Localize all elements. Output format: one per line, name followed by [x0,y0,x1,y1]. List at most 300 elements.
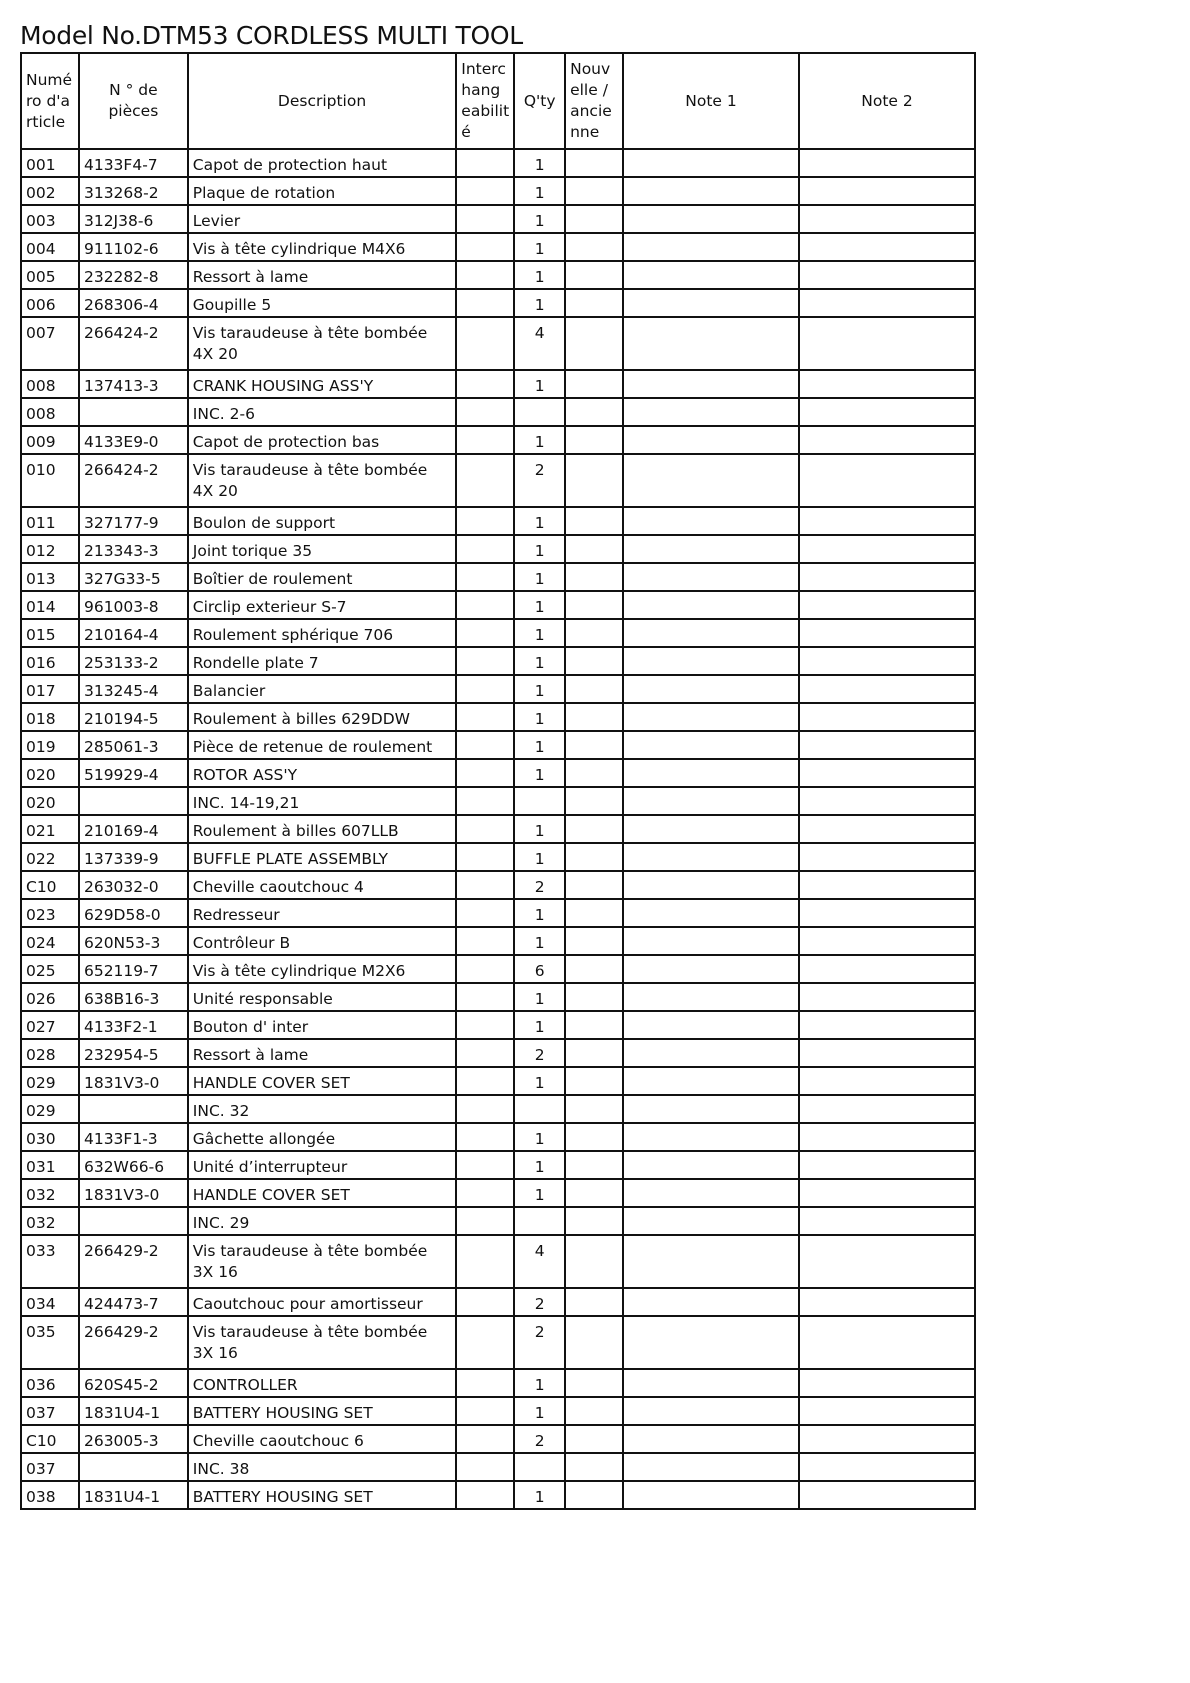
cell-note-2 [799,1369,975,1397]
cell-description: Capot de protection bas [188,426,457,454]
cell-part-number: 266424-2 [79,454,188,507]
cell-new-old [565,1425,623,1453]
cell-description: INC. 14-19,21 [188,787,457,815]
cell-new-old [565,647,623,675]
table-row [21,535,975,563]
cell-note-1 [623,619,799,647]
cell-part-number: 268306-4 [79,289,188,317]
cell-interchangeability [456,591,514,619]
cell-new-old [565,289,623,317]
cell-note-2 [799,927,975,955]
cell-quantity: 1 [514,703,565,731]
cell-note-1 [623,1481,799,1509]
cell-part-number: 210194-5 [79,703,188,731]
cell-note-2 [799,563,975,591]
cell-interchangeability [456,261,514,289]
cell-part-number: 4133F4-7 [79,149,188,177]
cell-interchangeability [456,205,514,233]
cell-note-2 [799,899,975,927]
table-row [21,1397,975,1425]
cell-new-old [565,1067,623,1095]
cell-quantity: 1 [514,1179,565,1207]
cell-new-old [565,1207,623,1235]
page-title: Model No.DTM53 CORDLESS MULTI TOOL [20,21,523,50]
header-quantity: Q'ty [514,53,565,149]
table-row [21,398,975,426]
cell-quantity: 2 [514,1288,565,1316]
cell-item-number: 038 [21,1481,79,1509]
cell-interchangeability [456,563,514,591]
cell-quantity [514,398,565,426]
cell-item-number: 037 [21,1397,79,1425]
cell-new-old [565,843,623,871]
cell-note-1 [623,1039,799,1067]
cell-note-2 [799,619,975,647]
cell-quantity: 1 [514,675,565,703]
cell-new-old [565,1011,623,1039]
cell-note-1 [623,507,799,535]
parts-table-body [21,149,975,1509]
cell-part-number [79,1453,188,1481]
cell-quantity [514,1095,565,1123]
cell-note-1 [623,149,799,177]
cell-interchangeability [456,1397,514,1425]
cell-item-number: 036 [21,1369,79,1397]
table-row [21,370,975,398]
cell-quantity: 1 [514,1151,565,1179]
cell-item-number: 001 [21,149,79,177]
cell-interchangeability [456,1151,514,1179]
cell-description: Ressort à lame [188,261,457,289]
cell-note-1 [623,1123,799,1151]
cell-description: ROTOR ASS'Y [188,759,457,787]
table-row [21,149,975,177]
cell-interchangeability [456,843,514,871]
cell-quantity: 1 [514,205,565,233]
cell-description: Caoutchouc pour amortisseur [188,1288,457,1316]
cell-note-2 [799,1039,975,1067]
cell-note-2 [799,703,975,731]
cell-note-1 [623,261,799,289]
table-row [21,507,975,535]
cell-description: Cheville caoutchouc 4 [188,871,457,899]
cell-interchangeability [456,871,514,899]
cell-part-number [79,398,188,426]
cell-new-old [565,177,623,205]
cell-item-number: 006 [21,289,79,317]
cell-item-number: 037 [21,1453,79,1481]
cell-description: Goupille 5 [188,289,457,317]
header-interchangeability: Interc hang eabilit é [456,53,514,149]
cell-part-number: 327177-9 [79,507,188,535]
cell-description: INC. 29 [188,1207,457,1235]
cell-item-number: 024 [21,927,79,955]
cell-note-2 [799,454,975,507]
table-row [21,1369,975,1397]
cell-item-number: 002 [21,177,79,205]
cell-new-old [565,871,623,899]
cell-part-number: 632W66-6 [79,1151,188,1179]
cell-interchangeability [456,927,514,955]
cell-quantity: 1 [514,619,565,647]
cell-description: INC. 38 [188,1453,457,1481]
cell-item-number: 032 [21,1207,79,1235]
cell-note-1 [623,927,799,955]
cell-quantity: 2 [514,454,565,507]
cell-description: CRANK HOUSING ASS'Y [188,370,457,398]
cell-part-number: 1831U4-1 [79,1481,188,1509]
table-row [21,426,975,454]
cell-description: Roulement à billes 607LLB [188,815,457,843]
cell-quantity: 2 [514,1039,565,1067]
cell-interchangeability [456,1235,514,1288]
cell-interchangeability [456,787,514,815]
cell-note-1 [623,1397,799,1425]
table-row [21,1288,975,1316]
cell-quantity: 1 [514,1481,565,1509]
cell-part-number: 232954-5 [79,1039,188,1067]
cell-item-number: 032 [21,1179,79,1207]
cell-interchangeability [456,703,514,731]
table-row [21,927,975,955]
table-row [21,899,975,927]
cell-interchangeability [456,759,514,787]
cell-item-number: 021 [21,815,79,843]
cell-part-number: 313245-4 [79,675,188,703]
cell-item-number: 020 [21,759,79,787]
cell-interchangeability [456,1011,514,1039]
cell-interchangeability [456,370,514,398]
cell-description: Vis taraudeuse à tête bombée 3X 16 [188,1316,457,1369]
cell-note-1 [623,731,799,759]
cell-quantity: 1 [514,1123,565,1151]
cell-note-2 [799,1481,975,1509]
cell-note-2 [799,317,975,370]
cell-part-number: 312J38-6 [79,205,188,233]
cell-interchangeability [456,233,514,261]
cell-item-number: 033 [21,1235,79,1288]
cell-description: Balancier [188,675,457,703]
cell-description: Boîtier de roulement [188,563,457,591]
cell-new-old [565,619,623,647]
cell-item-number: 013 [21,563,79,591]
cell-item-number: 029 [21,1095,79,1123]
cell-part-number: 1831U4-1 [79,1397,188,1425]
cell-new-old [565,731,623,759]
cell-item-number: 027 [21,1011,79,1039]
cell-note-1 [623,1067,799,1095]
cell-part-number: 629D58-0 [79,899,188,927]
cell-quantity: 1 [514,1369,565,1397]
cell-part-number: 137413-3 [79,370,188,398]
table-row [21,787,975,815]
cell-new-old [565,983,623,1011]
table-row [21,1039,975,1067]
cell-interchangeability [456,177,514,205]
cell-new-old [565,149,623,177]
cell-new-old [565,899,623,927]
cell-note-1 [623,1288,799,1316]
cell-description: Vis taraudeuse à tête bombée 4X 20 [188,317,457,370]
cell-note-1 [623,899,799,927]
cell-part-number: 4133E9-0 [79,426,188,454]
cell-part-number: 210169-4 [79,815,188,843]
cell-part-number: 232282-8 [79,261,188,289]
cell-quantity: 2 [514,871,565,899]
table-row [21,261,975,289]
cell-quantity: 1 [514,177,565,205]
cell-quantity: 1 [514,233,565,261]
cell-new-old [565,759,623,787]
cell-interchangeability [456,1316,514,1369]
table-row [21,1011,975,1039]
cell-description: Levier [188,205,457,233]
cell-new-old [565,591,623,619]
table-row [21,647,975,675]
cell-item-number: 018 [21,703,79,731]
cell-part-number [79,787,188,815]
cell-new-old [565,675,623,703]
cell-quantity [514,1207,565,1235]
cell-note-2 [799,1067,975,1095]
cell-item-number: 025 [21,955,79,983]
cell-item-number: 015 [21,619,79,647]
table-row [21,703,975,731]
cell-note-2 [799,1011,975,1039]
cell-quantity [514,1453,565,1481]
cell-note-2 [799,1288,975,1316]
table-row [21,289,975,317]
cell-description: Gâchette allongée [188,1123,457,1151]
cell-quantity: 1 [514,426,565,454]
cell-new-old [565,703,623,731]
cell-item-number: 008 [21,370,79,398]
cell-quantity: 1 [514,535,565,563]
cell-part-number: 1831V3-0 [79,1179,188,1207]
cell-description: Cheville caoutchouc 6 [188,1425,457,1453]
cell-new-old [565,507,623,535]
cell-quantity: 1 [514,507,565,535]
cell-description: Pièce de retenue de roulement [188,731,457,759]
table-row [21,619,975,647]
cell-description: Contrôleur B [188,927,457,955]
cell-note-2 [799,591,975,619]
cell-description: Roulement sphérique 706 [188,619,457,647]
cell-interchangeability [456,289,514,317]
cell-quantity: 4 [514,1235,565,1288]
cell-quantity: 1 [514,370,565,398]
cell-note-2 [799,1123,975,1151]
cell-note-2 [799,871,975,899]
cell-quantity: 1 [514,927,565,955]
cell-note-2 [799,815,975,843]
cell-new-old [565,1481,623,1509]
cell-part-number: 911102-6 [79,233,188,261]
cell-note-1 [623,955,799,983]
cell-note-1 [623,1207,799,1235]
cell-part-number: 4133F2-1 [79,1011,188,1039]
cell-interchangeability [456,899,514,927]
cell-item-number: 016 [21,647,79,675]
cell-interchangeability [456,1453,514,1481]
cell-part-number: 652119-7 [79,955,188,983]
cell-item-number: 026 [21,983,79,1011]
cell-interchangeability [456,619,514,647]
cell-part-number: 620S45-2 [79,1369,188,1397]
cell-note-2 [799,1397,975,1425]
cell-interchangeability [456,398,514,426]
cell-part-number: 213343-3 [79,535,188,563]
cell-description: Vis à tête cylindrique M4X6 [188,233,457,261]
cell-interchangeability [456,317,514,370]
cell-interchangeability [456,731,514,759]
cell-interchangeability [456,675,514,703]
cell-description: INC. 32 [188,1095,457,1123]
cell-item-number: C10 [21,1425,79,1453]
cell-interchangeability [456,535,514,563]
cell-note-1 [623,815,799,843]
table-row [21,759,975,787]
table-row [21,871,975,899]
cell-note-2 [799,149,975,177]
cell-note-1 [623,454,799,507]
cell-description: Ressort à lame [188,1039,457,1067]
cell-new-old [565,1039,623,1067]
cell-quantity: 1 [514,1011,565,1039]
cell-item-number: 035 [21,1316,79,1369]
cell-note-2 [799,261,975,289]
cell-item-number: 029 [21,1067,79,1095]
cell-part-number: 638B16-3 [79,983,188,1011]
cell-note-2 [799,731,975,759]
cell-new-old [565,787,623,815]
cell-new-old [565,1369,623,1397]
table-row [21,1067,975,1095]
cell-description: Bouton d' inter [188,1011,457,1039]
cell-quantity: 1 [514,261,565,289]
table-row [21,731,975,759]
cell-quantity: 2 [514,1316,565,1369]
header-note-1: Note 1 [623,53,799,149]
table-row [21,454,975,507]
table-row [21,1151,975,1179]
cell-part-number: 1831V3-0 [79,1067,188,1095]
cell-note-1 [623,205,799,233]
cell-interchangeability [456,1369,514,1397]
cell-interchangeability [456,507,514,535]
table-row [21,983,975,1011]
table-row [21,675,975,703]
cell-note-2 [799,983,975,1011]
cell-quantity: 1 [514,759,565,787]
cell-item-number: C10 [21,871,79,899]
cell-note-1 [623,1179,799,1207]
cell-interchangeability [456,983,514,1011]
cell-description: Capot de protection haut [188,149,457,177]
table-row [21,955,975,983]
cell-note-2 [799,233,975,261]
cell-description: Unité d’interrupteur [188,1151,457,1179]
cell-part-number: 285061-3 [79,731,188,759]
cell-description: Joint torique 35 [188,535,457,563]
cell-new-old [565,1123,623,1151]
cell-note-1 [623,1095,799,1123]
cell-interchangeability [456,815,514,843]
table-row [21,1235,975,1288]
cell-new-old [565,1288,623,1316]
cell-interchangeability [456,1123,514,1151]
cell-new-old [565,927,623,955]
cell-note-1 [623,843,799,871]
header-item-number: Numé ro d'a rticle [21,53,79,149]
table-row [21,1481,975,1509]
cell-description: Vis à tête cylindrique M2X6 [188,955,457,983]
cell-quantity: 1 [514,1067,565,1095]
cell-note-2 [799,1151,975,1179]
cell-new-old [565,1179,623,1207]
cell-interchangeability [456,426,514,454]
cell-interchangeability [456,149,514,177]
cell-note-1 [623,759,799,787]
cell-note-2 [799,535,975,563]
header-note-2: Note 2 [799,53,975,149]
cell-item-number: 023 [21,899,79,927]
cell-note-1 [623,1151,799,1179]
cell-item-number: 031 [21,1151,79,1179]
cell-new-old [565,1316,623,1369]
cell-note-1 [623,647,799,675]
cell-description: Redresseur [188,899,457,927]
cell-description: HANDLE COVER SET [188,1179,457,1207]
cell-quantity: 1 [514,983,565,1011]
header-row [21,53,975,149]
cell-quantity: 4 [514,317,565,370]
cell-item-number: 014 [21,591,79,619]
cell-item-number: 005 [21,261,79,289]
cell-new-old [565,454,623,507]
cell-part-number: 253133-2 [79,647,188,675]
cell-note-2 [799,759,975,787]
cell-description: HANDLE COVER SET [188,1067,457,1095]
cell-note-1 [623,591,799,619]
cell-note-1 [623,1235,799,1288]
table-row [21,843,975,871]
cell-note-1 [623,703,799,731]
cell-note-1 [623,983,799,1011]
cell-new-old [565,370,623,398]
cell-item-number: 019 [21,731,79,759]
cell-note-2 [799,1207,975,1235]
table-row [21,1425,975,1453]
cell-interchangeability [456,647,514,675]
cell-description: BUFFLE PLATE ASSEMBLY [188,843,457,871]
cell-quantity: 1 [514,591,565,619]
table-row [21,317,975,370]
cell-item-number: 034 [21,1288,79,1316]
cell-note-2 [799,398,975,426]
cell-note-1 [623,426,799,454]
cell-quantity: 2 [514,1425,565,1453]
cell-note-2 [799,370,975,398]
cell-note-1 [623,787,799,815]
cell-quantity: 1 [514,149,565,177]
cell-part-number: 313268-2 [79,177,188,205]
cell-interchangeability [456,1067,514,1095]
cell-note-2 [799,289,975,317]
table-row [21,1207,975,1235]
table-row [21,563,975,591]
cell-part-number [79,1207,188,1235]
